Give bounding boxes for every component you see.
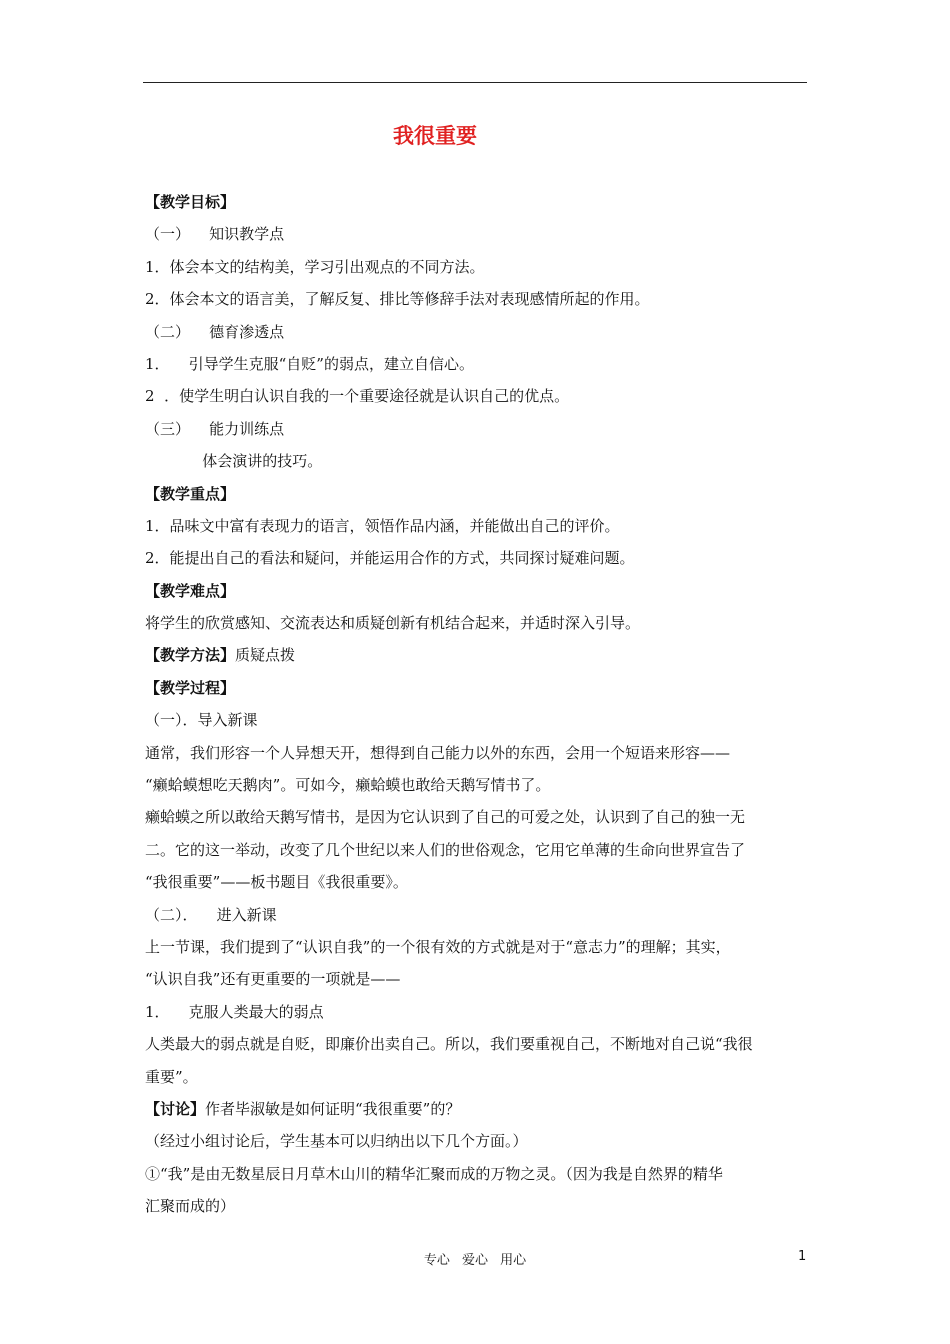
line-lead: 【讨论】 bbox=[145, 1099, 206, 1118]
body-line: （二）． 进入新课 bbox=[145, 905, 277, 924]
body-line: 2．能提出自己的看法和疑问，并能运用合作的方式，共同探讨疑难问题。 bbox=[145, 549, 635, 568]
body-line: 1．品味文中富有表现力的语言，领悟作品内涵，并能做出自己的评价。 bbox=[145, 516, 620, 535]
body-line: 【教学目标】 bbox=[145, 193, 236, 211]
body-line: “认识自我”还有更重要的一项就是—— bbox=[145, 970, 401, 989]
body-line: “我很重要”——板书题目《我很重要》。 bbox=[145, 873, 408, 892]
body-line: ①“我”是由无数星辰日月草木山川的精华汇聚而成的万物之灵。（因为我是自然界的精华 bbox=[145, 1164, 723, 1183]
body-line bbox=[145, 1093, 815, 1125]
body-line: 体会演讲的技巧。 bbox=[145, 452, 323, 471]
document-body bbox=[145, 186, 815, 1223]
body-line: 【教学过程】 bbox=[145, 678, 236, 697]
body-line: 1． 引导学生克服“自贬”的弱点，建立自信心。 bbox=[145, 354, 474, 373]
body-line: 人类最大的弱点就是自贬，即廉价出卖自己。所以，我们要重视自己，不断地对自己说“我很 bbox=[145, 1035, 753, 1054]
body-line: （三） 能力训练点 bbox=[145, 419, 285, 438]
body-line: 2 ．使学生明白认识自我的一个重要途径就是认识自己的优点。 bbox=[145, 387, 570, 406]
body-line: 2．体会本文的语言美，了解反复、排比等修辞手法对表现感情所起的作用。 bbox=[145, 290, 650, 309]
body-line: 【教学难点】 bbox=[145, 581, 236, 600]
body-line: 1． 克服人类最大的弱点 bbox=[145, 1002, 324, 1021]
body-line: 【教学重点】 bbox=[145, 484, 236, 503]
body-line: （经过小组讨论后，学生基本可以归纳出以下几个方面。） bbox=[145, 1132, 528, 1151]
body-line: 二。它的这一举动，改变了几个世纪以来人们的世俗观念，它用它单薄的生命向世界宣告了 bbox=[145, 840, 746, 859]
body-line bbox=[145, 639, 815, 671]
body-line: （二） 德育渗透点 bbox=[145, 322, 285, 341]
page-number: 1 bbox=[798, 1249, 807, 1264]
body-line: 重要”。 bbox=[145, 1067, 198, 1086]
body-line: （一） 知识教学点 bbox=[145, 225, 285, 244]
body-line: 上一节课，我们提到了“认识自我”的一个很有效的方式就是对于“意志力”的理解；其实， bbox=[145, 937, 731, 956]
body-line: 汇聚而成的） bbox=[145, 1197, 236, 1216]
line-rest: 作者毕淑敏是如何证明“我很重要”的？ bbox=[205, 1099, 461, 1118]
line-lead: 【教学方法】 bbox=[145, 646, 236, 665]
line-rest: 质疑点拨 bbox=[235, 646, 296, 665]
header-rule bbox=[143, 82, 807, 83]
footer-motto: 专心 爱心 用心 bbox=[423, 1253, 527, 1268]
body-line: 癞蛤蟆之所以敢给天鹅写情书，是因为它认识到了自己的可爱之处，认识到了自己的独一无 bbox=[145, 808, 746, 827]
body-line: （一）．导入新课 bbox=[145, 711, 258, 730]
body-line: 1．体会本文的结构美，学习引出观点的不同方法。 bbox=[145, 257, 485, 276]
body-line: “癞蛤蟆想吃天鹅肉”。可如今，癞蛤蟆也敢给天鹅写情书了。 bbox=[145, 776, 551, 795]
document-title: 我很重要 bbox=[393, 124, 477, 148]
body-line: 通常，我们形容一个人异想天开，想得到自己能力以外的东西，会用一个短语来形容—— bbox=[145, 743, 731, 762]
body-line: 将学生的欣赏感知、交流表达和质疑创新有机结合起来，并适时深入引导。 bbox=[145, 614, 641, 633]
